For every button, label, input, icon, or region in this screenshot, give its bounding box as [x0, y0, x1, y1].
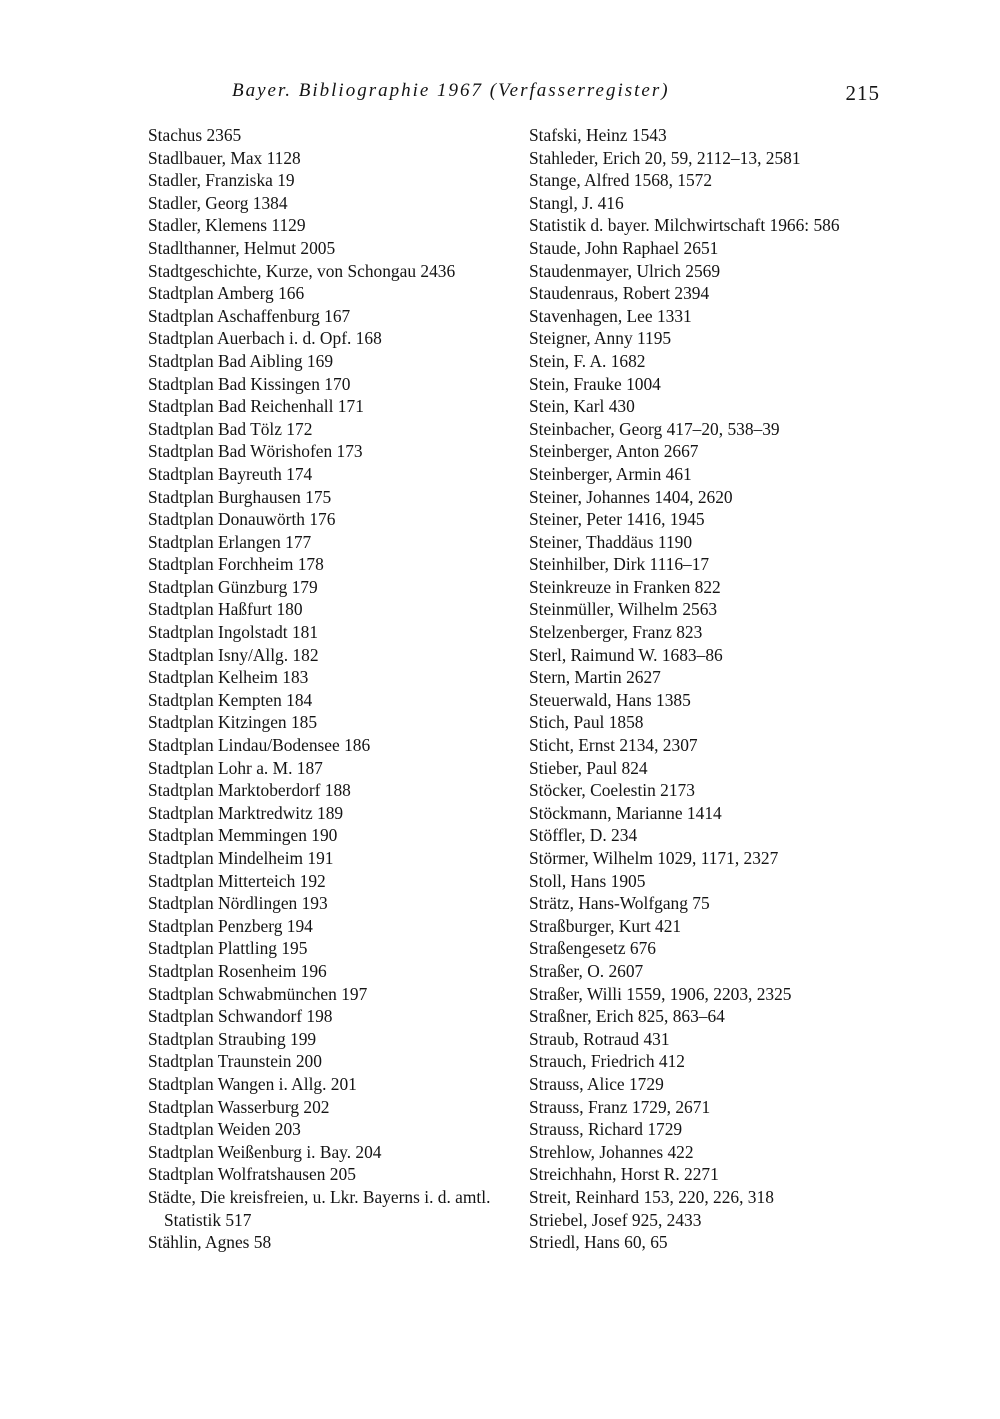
- index-entry: Stadtplan Forchheim 178: [148, 554, 324, 575]
- index-entry: Stein, F. A. 1682: [529, 350, 646, 371]
- index-entry: Stadtplan Günzburg 179: [148, 576, 318, 597]
- index-entry: Strauss, Alice 1729: [529, 1073, 664, 1094]
- index-entry: Staudenmayer, Ulrich 2569: [529, 260, 721, 281]
- index-entry: Staudenraus, Robert 2394: [529, 283, 710, 304]
- index-entry: Straub, Rotraud 431: [529, 1028, 670, 1049]
- index-entry: Stadtplan Bad Aibling 169: [148, 350, 334, 371]
- index-entry: Steiner, Peter 1416, 1945: [529, 509, 705, 530]
- index-entry: Stange, Alfred 1568, 1572: [529, 170, 713, 191]
- index-entry: Stadtplan Mindelheim 191: [148, 848, 334, 868]
- index-entry: Straßer, Willi 1559, 1906, 2203, 2325: [529, 983, 792, 1004]
- index-entry: Straßengesetz 676: [529, 938, 657, 959]
- index-entry: Stadlthanner, Helmut 2005: [148, 237, 336, 258]
- index-entry: Sticht, Ernst 2134, 2307: [529, 735, 698, 756]
- index-entry: Stadtplan Nördlingen 193: [148, 893, 328, 914]
- index-entry: Stadtplan Mitterteich 192: [148, 870, 326, 891]
- index-entry: Stich, Paul 1858: [529, 712, 644, 733]
- index-entry: Steinberger, Anton 2667: [529, 441, 699, 462]
- index-entry: Stadtplan Bad Tölz 172: [148, 418, 313, 439]
- index-entry: Stadler, Klemens 1129: [148, 215, 306, 236]
- index-entry: Strehlow, Johannes 422: [529, 1141, 694, 1162]
- index-entry: Stahleder, Erich 20, 59, 2112–13, 2581: [529, 147, 801, 168]
- index-entry: Strätz, Hans-Wolfgang 75: [529, 893, 710, 914]
- index-entry: Stadtplan Kempten 184: [148, 689, 313, 710]
- index-entry: Stangl, J. 416: [529, 192, 624, 213]
- index-entry: Steinbacher, Georg 417–20, 538–39: [529, 418, 780, 439]
- index-entry: Steuerwald, Hans 1385: [529, 689, 691, 710]
- index-entry: Stadtplan Donauwörth 176: [148, 509, 336, 530]
- index-entry: Stadtplan Wangen i. Allg. 201: [148, 1073, 357, 1094]
- index-entry: Steiner, Thaddäus 1190: [529, 531, 693, 552]
- index-entry: Stadtplan Schwabmünchen 197: [148, 983, 368, 1004]
- index-entry: Stöffler, D. 234: [529, 825, 638, 846]
- index-entry: Stavenhagen, Lee 1331: [529, 305, 692, 326]
- index-entry: Stöckmann, Marianne 1414: [529, 802, 722, 823]
- index-entry: Stadler, Franziska 19: [148, 170, 295, 191]
- index-entry: Stadtplan Bad Wörishofen 173: [148, 441, 363, 462]
- index-entry: Stoll, Hans 1905: [529, 870, 646, 891]
- index-entry: Stadtplan Lindau/Bodensee 186: [148, 735, 371, 756]
- index-entry: Stadtplan Isny/Allg. 182: [148, 644, 319, 665]
- index-entry: Staude, John Raphael 2651: [529, 237, 719, 258]
- index-column-right: [529, 124, 899, 1254]
- index-entry: Stadtplan Ingolstadt 181: [148, 622, 319, 643]
- index-entry: Stadtplan Wasserburg 202: [148, 1096, 330, 1117]
- index-entry: Stafski, Heinz 1543: [529, 125, 667, 145]
- index-entry: Stein, Karl 430: [529, 396, 635, 417]
- index-entry: Stadtplan Haßfurt 180: [148, 599, 303, 620]
- page-header: [148, 78, 880, 110]
- index-entry: Stadtplan Auerbach i. d. Opf. 168: [148, 328, 382, 349]
- index-entry: Stelzenberger, Franz 823: [529, 622, 703, 643]
- index-entry: Striebel, Josef 925, 2433: [529, 1209, 702, 1230]
- index-entry: Straßner, Erich 825, 863–64: [529, 1006, 725, 1027]
- index-entry: Stadtplan Marktredwitz 189: [148, 802, 344, 823]
- index-entry: Strauss, Franz 1729, 2671: [529, 1096, 711, 1117]
- index-entry: Strauch, Friedrich 412: [529, 1051, 685, 1072]
- index-entry: Stadtplan Penzberg 194: [148, 915, 313, 936]
- index-entry: Streichhahn, Horst R. 2271: [529, 1164, 719, 1185]
- index-entry: Steinkreuze in Franken 822: [529, 576, 721, 597]
- index-entry: Stadtplan Traunstein 200: [148, 1051, 322, 1072]
- index-entry: Steigner, Anny 1195: [529, 328, 672, 349]
- index-entry: Steinhilber, Dirk 1116–17: [529, 554, 710, 575]
- index-entry: Stadtplan Burghausen 175: [148, 486, 332, 507]
- index-column-left: [148, 124, 508, 1254]
- index-entry: Straßburger, Kurt 421: [529, 915, 682, 936]
- index-entry: Stadtplan Memmingen 190: [148, 825, 338, 846]
- index-entry: Sterl, Raimund W. 1683–86: [529, 644, 723, 665]
- index-entry: Steiner, Johannes 1404, 2620: [529, 486, 733, 507]
- index-entry: Stadtplan Weiden 203: [148, 1119, 301, 1140]
- index-entry: Stadtplan Aschaffenburg 167: [148, 305, 351, 326]
- index-entry: Stadtplan Kelheim 183: [148, 667, 309, 688]
- index-entry: Stadtplan Bayreuth 174: [148, 463, 313, 484]
- index-entry: Stadtplan Schwandorf 198: [148, 1006, 333, 1027]
- index-entry: Stein, Frauke 1004: [529, 373, 661, 394]
- index-entry: Störmer, Wilhelm 1029, 1171, 2327: [529, 848, 779, 868]
- index-entry: Stadtplan Kitzingen 185: [148, 712, 318, 733]
- index-entry: Streit, Reinhard 153, 220, 226, 318: [529, 1186, 774, 1207]
- index-entry: Stieber, Paul 824: [529, 757, 648, 778]
- index-entry: Städte, Die kreisfreien, u. Lkr. Bayerns i. d. amtl. Statistik 517: [148, 1186, 491, 1230]
- index-entry: Strauss, Richard 1729: [529, 1119, 683, 1140]
- index-entry: Straßer, O. 2607: [529, 960, 644, 981]
- index-entry: Striedl, Hans 60, 65: [529, 1232, 668, 1253]
- index-entry: Stadlbauer, Max 1128: [148, 147, 301, 168]
- index-entry: Stadtplan Bad Reichenhall 171: [148, 396, 364, 417]
- index-entry: Stadtplan Plattling 195: [148, 938, 308, 959]
- index-entry: Stadtplan Erlangen 177: [148, 531, 312, 552]
- index-entry: Stachus 2365: [148, 125, 242, 145]
- index-entry: Stadtplan Marktoberdorf 188: [148, 780, 351, 801]
- index-entry: Stadler, Georg 1384: [148, 192, 288, 213]
- index-entry: Stadtplan Straubing 199: [148, 1028, 317, 1049]
- index-entry: Stern, Martin 2627: [529, 667, 661, 688]
- index-entry: Steinmüller, Wilhelm 2563: [529, 599, 718, 620]
- index-entry: Stadtplan Wolfratshausen 205: [148, 1164, 356, 1185]
- index-entry: Statistik d. bayer. Milchwirtschaft 1966: 586: [529, 215, 840, 236]
- index-entry: Steinberger, Armin 461: [529, 463, 692, 484]
- page-number: 215: [845, 81, 880, 105]
- running-title: Bayer. Bibliographie 1967 (Verfasserregister): [232, 80, 670, 101]
- index-entry: Stadtplan Bad Kissingen 170: [148, 373, 351, 394]
- index-entry: Stählin, Agnes 58: [148, 1232, 272, 1253]
- index-entry: Stadtgeschichte, Kurze, von Schongau 2436: [148, 260, 456, 281]
- index-entry: Stadtplan Weißenburg i. Bay. 204: [148, 1141, 382, 1162]
- index-entry: Stöcker, Coelestin 2173: [529, 780, 695, 801]
- index-entry: Stadtplan Lohr a. M. 187: [148, 757, 323, 778]
- index-entry: Stadtplan Amberg 166: [148, 283, 305, 304]
- index-entry: Stadtplan Rosenheim 196: [148, 960, 327, 981]
